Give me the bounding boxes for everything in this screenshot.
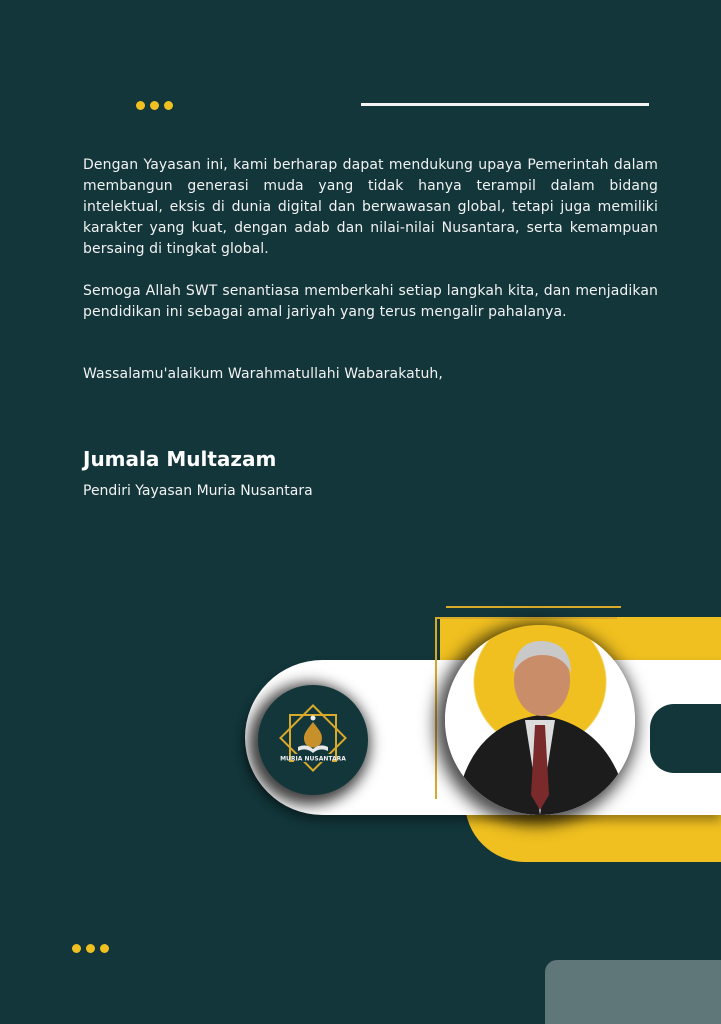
corner-decoration: [545, 960, 721, 1024]
paragraph-1: Dengan Yayasan ini, kami berharap dapat mendukung upaya Pemerintah dalam membangun generasi muda yang tidak hanya terampil dalam bidang intelektual, eksis di dunia digital dan berwawasan global, tetapi juga memiliki karakter yang kuat, dengan adab dan nilai-nilai Nusantara, serta kemampuan bersaing di tingkat global.: [83, 157, 658, 257]
person-portrait-icon: [445, 625, 635, 815]
founder-photo: [445, 625, 635, 815]
gold-frame-lines-2: [446, 606, 621, 608]
logo-text: MURIA NUSANTARA: [280, 755, 346, 763]
dark-pill: [650, 704, 721, 773]
muria-nusantara-logo-icon: [258, 685, 368, 795]
decorative-dots-bottom: [72, 944, 109, 953]
logo-circle: [258, 685, 368, 795]
paragraph-2: Semoga Allah SWT senantiasa memberkahi setiap langkah kita, dan menjadikan pendidikan ini sebagai amal jariyah yang terus mengalir pahalanya.: [83, 283, 658, 320]
decorative-line: [361, 103, 649, 106]
closing-greeting: Wassalamu'alaikum Warahmatullahi Wabarakatuh,: [83, 366, 443, 382]
signatory-name: Jumala Multazam: [83, 447, 277, 471]
signatory-role: Pendiri Yayasan Muria Nusantara: [83, 483, 313, 499]
decorative-dots-top: [136, 101, 173, 110]
